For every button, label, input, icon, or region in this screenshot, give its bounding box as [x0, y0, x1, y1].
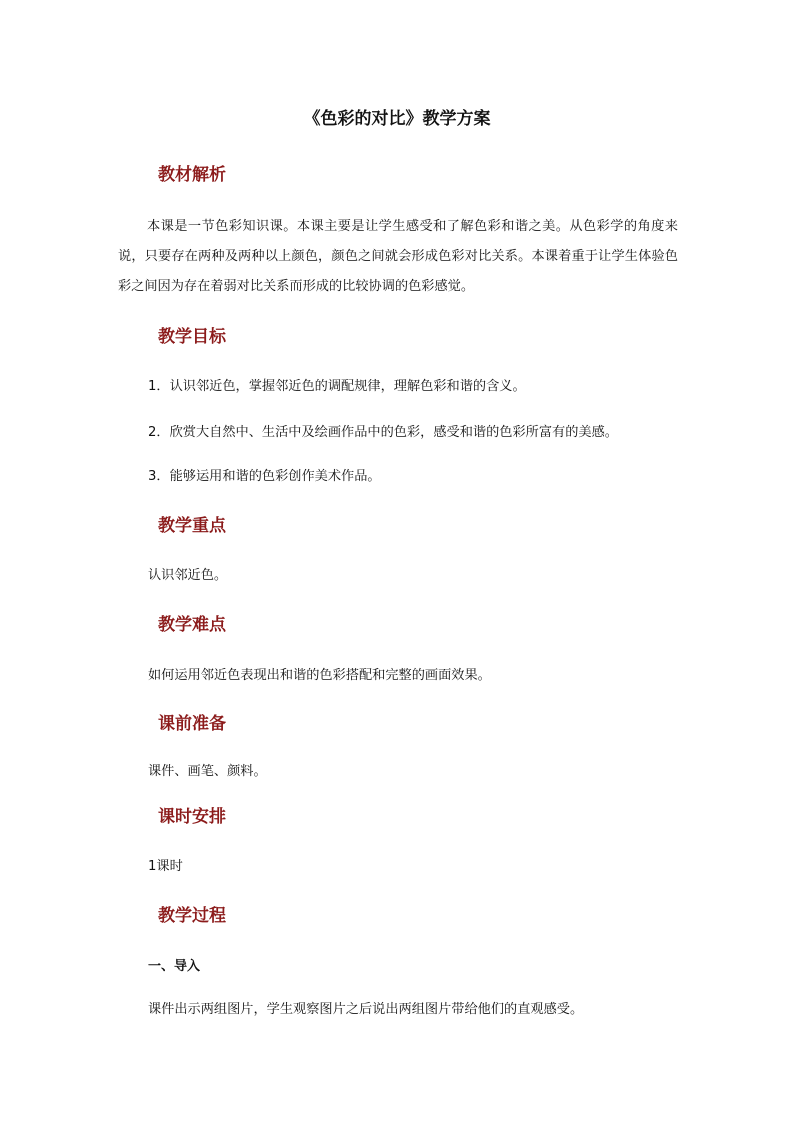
document-title: 《色彩的对比》教学方案: [303, 109, 491, 129]
section-heading-schedule: 课时安排: [158, 807, 226, 827]
section-heading-preparation: 课前准备: [158, 714, 226, 734]
goal-item-3: 3．能够运用和谐的色彩创作美术作品。: [148, 469, 381, 484]
section-heading-textbook-analysis: 教材解析: [158, 165, 226, 185]
difficulties-text: 如何运用邻近色表现出和谐的色彩搭配和完整的画面效果。: [148, 668, 491, 683]
textbook-analysis-paragraph: 本课是一节色彩知识课。本课主要是让学生感受和了解色彩和谐之美。从色彩学的角度来说，只要存在两种及两种以上颜色，颜色之间就会形成色彩对比关系。本课着重于让学生体验色彩之间因为存在着弱对比关系而形成的比较协调的色彩感觉。: [118, 219, 678, 294]
section-heading-key-points: 教学重点: [158, 516, 226, 536]
process-subheading-intro: 一、导入: [148, 959, 201, 974]
key-points-text: 认识邻近色。: [148, 568, 228, 583]
section-heading-difficulties: 教学难点: [158, 615, 226, 635]
section-heading-teaching-goals: 教学目标: [158, 327, 226, 347]
schedule-text: 1课时: [148, 859, 183, 874]
goal-item-2: 2．欣赏大自然中、生活中及绘画作品中的色彩，感受和谐的色彩所富有的美感。: [148, 425, 618, 440]
process-intro-text: 课件出示两组图片，学生观察图片之后说出两组图片带给他们的直观感受。: [148, 1002, 584, 1017]
goal-item-1: 1．认识邻近色，掌握邻近色的调配规律，理解色彩和谐的含义。: [148, 379, 526, 394]
section-heading-teaching-process: 教学过程: [158, 906, 226, 926]
preparation-text: 课件、画笔、颜料。: [148, 764, 267, 779]
